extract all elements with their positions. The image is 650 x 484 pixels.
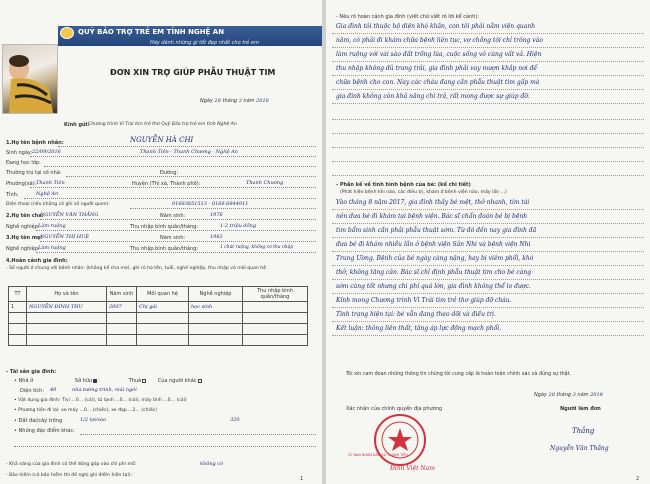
family-sub: - Số người ở chung với bệnh nhân: (không kể cha mẹ), ghi rõ họ tên, tuổi, nghề nghiệp, thu nhập và mối quan hệ [6, 266, 267, 271]
addressee: Chương trình Vì Trái tim trẻ thơ Quỹ Bảo trợ trẻ em tỉnh Nghệ An [88, 122, 237, 127]
illness-block [332, 196, 644, 336]
school-label: Đang học lớp: [6, 160, 41, 166]
col-year: Năm sinh [107, 287, 137, 302]
row-income [243, 302, 308, 313]
commitment: Tôi xin cam đoan những thông tin chúng tôi cung cấp là hoàn toàn chính xác và đúng sự thật. [346, 372, 571, 377]
illness-label: - Phần kể về tình hình bệnh của bé: (kể chi tiết) [336, 182, 471, 188]
birth-label: Sinh ngày: [6, 150, 33, 156]
patient-name-label: 1.Họ tên bệnh nhân: [6, 140, 64, 146]
contribution: không có [200, 461, 224, 467]
phone: 01683851513 - 0168.6844911 [172, 201, 249, 207]
mother-job: Làm ruộng [38, 245, 66, 251]
mother-income-label: Thu nhập bình quân/tháng: [130, 246, 199, 252]
situation-line: thu nhập không đủ trang trải, gia đình phải vay mượn khắp nơi để [336, 65, 538, 72]
situation-line: chữa bệnh cho con. Nay các cháu đang cần phẫu thuật tim gấp mà [336, 79, 540, 86]
insurance-label: - Bảo hiểm (có bảo hiểm thì đề nghị ghi điểm hiện tại): [6, 473, 133, 478]
illness-line: thở, không tăng cân. Bác sĩ chỉ định phẫu thuật tim cho bé càng [336, 269, 532, 276]
col-tt: TT [9, 287, 27, 302]
assets-label: - Tài sản gia đình: [6, 369, 57, 375]
family-table-header [9, 287, 308, 302]
table-row-empty [9, 324, 308, 335]
father-income: 1-2 triệu đồng [220, 223, 257, 229]
mother-birth-year: 1982 [210, 234, 223, 240]
father-year-label: Năm sinh: [160, 213, 186, 219]
family-label: 4.Hoàn cảnh gia đình: [6, 258, 68, 264]
table-row-empty [9, 313, 308, 324]
col-income: Thu nhập bình quân/tháng [243, 287, 308, 302]
mother-name: NGUYỄN THỊ HUỆ [40, 234, 89, 240]
illness-line: Tình trạng hiện tại: bé vẫn đang theo dõi và điều trị. [336, 311, 496, 318]
local-confirm-label: Xác nhận của chính quyền địa phương [346, 406, 443, 412]
illness-line: tim bẩm sinh cần phải phẫu thuật sớm. Từ đó đến nay gia đình đã [336, 227, 537, 234]
father-income-label: Thu nhập bình quân/tháng: [130, 224, 199, 230]
father-job-label: Nghề nghiệp: [6, 224, 40, 230]
house-type: nhà tường trình, mái ngói [72, 387, 137, 393]
illness-line: Kính mong Chương trình Vì Trái tim trẻ thơ giúp đỡ cháu. [336, 297, 512, 304]
house-row [14, 378, 202, 384]
other-label: • Những đặc điểm khác: [14, 428, 75, 434]
contribution-label: - Khả năng của gia đình có thể đóng góp vào chi phí mổ: [6, 462, 137, 467]
father-label: 2.Họ tên cha: [6, 213, 44, 219]
province-label: Tỉnh: [6, 192, 19, 198]
applicant-name: Nguyễn Văn Thắng [550, 445, 609, 452]
patient-photo [2, 44, 58, 114]
situation-line: làm ruộng với vài sào đất trồng lúa, cuộc sống vô cùng vất vả. Hiện [336, 51, 542, 58]
school-line [44, 166, 316, 167]
form-title: ĐƠN XIN TRỢ GIÚP PHẪU THUẬT TIM [110, 68, 276, 77]
land-label: • Đất đai/cây trồng [14, 418, 63, 424]
ward-line [30, 187, 316, 188]
land-area: 320 [230, 417, 240, 423]
illness-line: Kết luận: thông liên thất, tăng áp lực động mạch phổi. [336, 325, 502, 332]
illness-line: nên đưa bé đi khám tại bệnh viện. Bác sĩ chẩn đoán bé bị bệnh [336, 213, 528, 220]
illness-line: Trung Ương. Bệnh của bé ngày càng nặng, hay bị viêm phổi, khó [336, 255, 534, 262]
appliances: • Vật dụng gia đình: Tivi ...0... (cái), tủ lạnh ...0... (cái), máy tính ...0... (cái) [14, 398, 187, 403]
birth-date: 22/09/2016 [32, 149, 61, 155]
row-job: học sinh [189, 302, 243, 313]
stamp-text: ỦY BAN NHÂN DÂN XÃ THANH TIÊN [348, 453, 408, 457]
province: Nghệ An [36, 191, 59, 197]
district: Thanh Chương [246, 180, 284, 186]
col-name: Họ và tên [27, 287, 107, 302]
owned-label: Sở hữu [74, 378, 93, 384]
hometown-line [66, 176, 316, 177]
illness-line: sớm càng tốt nhưng chi phí quá lớn, gia đình không thể lo được. [336, 283, 531, 290]
right-page-number: 2 [636, 476, 640, 482]
phone-line [130, 208, 316, 209]
birth-line [30, 156, 316, 157]
father-line [40, 219, 316, 220]
residence: Thanh Tiên - Thanh Chương - Nghệ An [140, 149, 238, 155]
left-page-number: 1 [300, 476, 304, 482]
form-page-2 [326, 0, 650, 484]
col-job: Nghề nghiệp [189, 287, 243, 302]
ward: Thanh Tiên [36, 180, 65, 186]
applicant-signature: Thắng [572, 427, 595, 435]
street-label: Đường: [160, 170, 179, 176]
district-label: Huyện (Thị xã, Thành phố): [132, 181, 201, 187]
situation-block [332, 20, 644, 106]
row-year: 2007 [107, 302, 137, 313]
situation-line: năm, có phải đi khám chữa bệnh liên tục, vợ chồng tôi chỉ trông vào [336, 37, 543, 44]
phone-label: Điện thoại (nếu không có ghi số người quen): [6, 202, 110, 207]
vehicles: • Phương tiện đi lại: xe máy ...0... (chiếc), xe đạp ...2... (chiếc) [14, 408, 157, 413]
mother-year-label: Năm sinh: [160, 235, 186, 241]
father-name: NGUYỄN VĂN THẮNG [40, 212, 99, 218]
row-name: NGUYỄN ĐÌNH THU [27, 302, 107, 313]
row-tt: 1 [9, 302, 27, 313]
rent-label: Thuê [128, 378, 142, 384]
sign-date: Ngày 28 tháng 3 năm 2018 [534, 392, 603, 398]
hometown-label: Thường trú tại số nhà: [6, 170, 62, 176]
org-name: QUỸ BẢO TRỢ TRẺ EM TỈNH NGHỆ AN [78, 28, 225, 36]
ward-label: Phường(xã): [6, 181, 37, 187]
father-birth-year: 1976 [210, 212, 223, 218]
father-job: Làm ruộng [38, 223, 66, 229]
form-page-1 [0, 0, 322, 484]
land-value: 1/2 lợi/sào [80, 417, 107, 423]
rent-checkbox[interactable] [142, 379, 146, 383]
header-logo [60, 27, 74, 39]
shared-label: Của người khác [157, 378, 197, 384]
patient-name-line [58, 146, 316, 147]
form-date: Ngày 28 tháng 3 năm 2018 [200, 98, 269, 104]
house-label: • Nhà ở [14, 378, 34, 384]
mother-line [40, 241, 316, 242]
father-job-line [36, 230, 316, 231]
mother-label: 3.Họ tên mẹ: [6, 235, 43, 241]
province-line [24, 198, 316, 199]
illness-line: Vào tháng 8 năm 2017, gia đình thấy bé mệt, thở nhanh, tím tái [336, 199, 530, 206]
table-row [9, 302, 308, 313]
other-line [80, 434, 316, 435]
illness-line: đưa bé đi khám nhiều lần ở bệnh viện Sản Nhi và bệnh viện Nhi [336, 241, 531, 248]
blank-lines [332, 106, 644, 176]
area-label: Diện tích: [20, 388, 45, 394]
patient-name: NGUYỄN HÀ CHI [130, 136, 194, 144]
mother-job-label: Nghề nghiệp: [6, 246, 40, 252]
illness-sub: (Phát hiện bệnh khi nào, các điều trị, khám ở bệnh viện nào, mấy lần ...) [340, 190, 507, 195]
table-row-empty [9, 335, 308, 346]
slogan: Hãy dành những gì tốt đẹp nhất cho trẻ em [150, 40, 259, 46]
applicant-label: Người làm đơn [560, 406, 601, 412]
situation-label: - Nêu rõ hoàn cảnh gia đình (viết chữ viết rõ lời kể cảnh): [336, 14, 480, 20]
official-signature: Đinh Việt Nam [390, 465, 435, 472]
row-relation: Chị gái [137, 302, 189, 313]
situation-line: gia đình không còn khả năng chi trả, rất mong được sự giúp đỡ. [336, 93, 530, 100]
addressee-label: Kính gửi: [64, 122, 90, 128]
owned-checkbox[interactable] [93, 379, 97, 383]
other-line-2 [14, 446, 316, 447]
mother-income: 1 chút ruộng, không có thu nhập [220, 245, 294, 250]
mother-job-line [36, 252, 316, 253]
col-relation: Mối quan hệ [137, 287, 189, 302]
situation-line: Gia đình tôi thuộc hộ diện khó khăn, con tôi phải nằm viện quanh [336, 23, 536, 30]
official-stamp [372, 412, 428, 468]
shared-checkbox[interactable] [198, 379, 202, 383]
family-table [8, 286, 308, 346]
area-value: 40 [50, 387, 57, 393]
